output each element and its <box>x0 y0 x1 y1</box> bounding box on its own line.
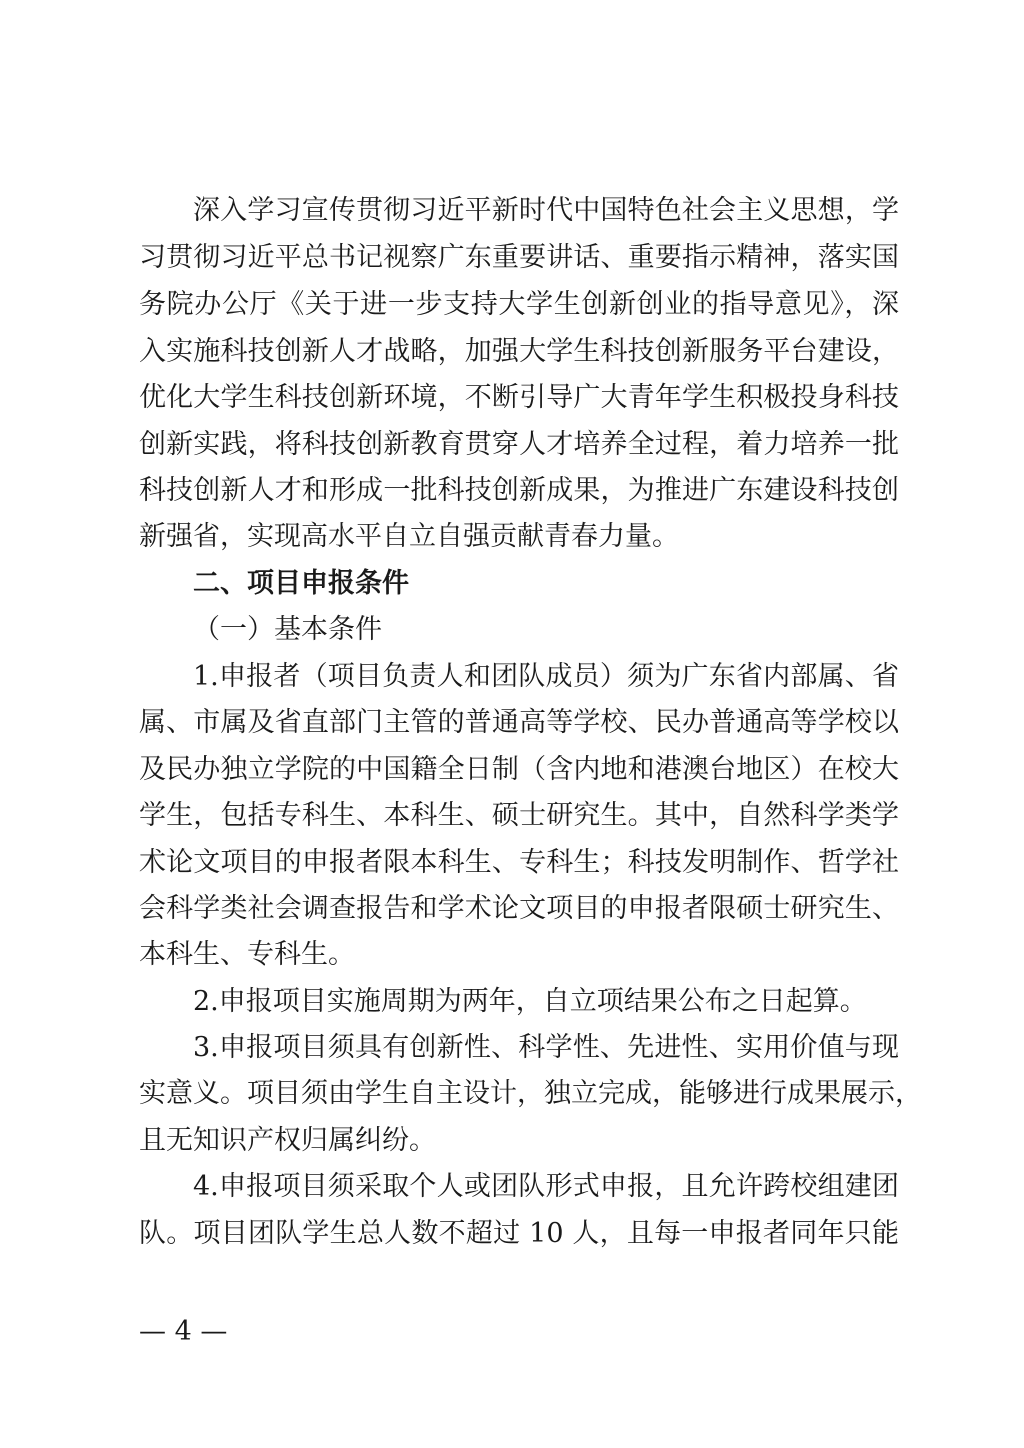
paragraph-1-line-2: 习贯彻习近平总书记视察广东重要讲话、重要指示精神，落实国 <box>139 242 899 273</box>
item-3-line-2: 实意义。项目须由学生自主设计，独立完成，能够进行成果展示， <box>139 1078 922 1109</box>
item-1-line-1: 1.申报者（项目负责人和团队成员）须为广东省内部属、省 <box>193 661 899 692</box>
item-4-line-1: 4.申报项目须采取个人或团队形式申报，且允许跨校组建团 <box>193 1171 899 1202</box>
item-2-line-1: 2.申报项目实施周期为两年，自立项结果公布之日起算。 <box>193 986 867 1017</box>
page-number: — 4 — <box>139 1316 228 1347</box>
item-1-line-2: 属、市属及省直部门主管的普通高等学校、民办普通高等学校以 <box>139 707 899 738</box>
item-1-line-4: 学生，包括专科生、本科生、硕士研究生。其中，自然科学类学 <box>139 800 899 831</box>
item-1-line-7: 本科生、专科生。 <box>139 939 355 970</box>
subsection-heading: （一）基本条件 <box>193 614 382 645</box>
paragraph-1-line-8: 新强省，实现高水平自立自强贡献青春力量。 <box>139 521 679 552</box>
paragraph-1-line-5: 优化大学生科技创新环境，不断引导广大青年学生积极投身科技 <box>139 382 899 413</box>
item-3-line-1: 3.申报项目须具有创新性、科学性、先进性、实用价值与现 <box>193 1032 899 1063</box>
paragraph-1-line-7: 科技创新人才和形成一批科技创新成果，为推进广东建设科技创 <box>139 475 899 506</box>
item-4-line-2: 队。项目团队学生总人数不超过 10 人，且每一申报者同年只能 <box>139 1218 899 1249</box>
item-1-line-5: 术论文项目的申报者限本科生、专科生；科技发明制作、哲学社 <box>139 847 899 878</box>
paragraph-1-line-3: 务院办公厅《关于进一步支持大学生创新创业的指导意见》，深 <box>139 289 899 320</box>
item-1-line-6: 会科学类社会调查报告和学术论文项目的申报者限硕士研究生、 <box>139 893 899 924</box>
item-3-line-3: 且无知识产权归属纠纷。 <box>139 1125 436 1156</box>
section-heading: 二、项目申报条件 <box>193 568 409 599</box>
paragraph-1-line-6: 创新实践，将科技创新教育贯穿人才培养全过程，着力培养一批 <box>139 429 899 460</box>
item-1-line-3: 及民办独立学院的中国籍全日制（含内地和港澳台地区）在校大 <box>139 754 899 785</box>
paragraph-1-line-4: 入实施科技创新人才战略，加强大学生科技创新服务平台建设， <box>139 336 899 367</box>
paragraph-1-line-1: 深入学习宣传贯彻习近平新时代中国特色社会主义思想，学 <box>193 195 899 226</box>
